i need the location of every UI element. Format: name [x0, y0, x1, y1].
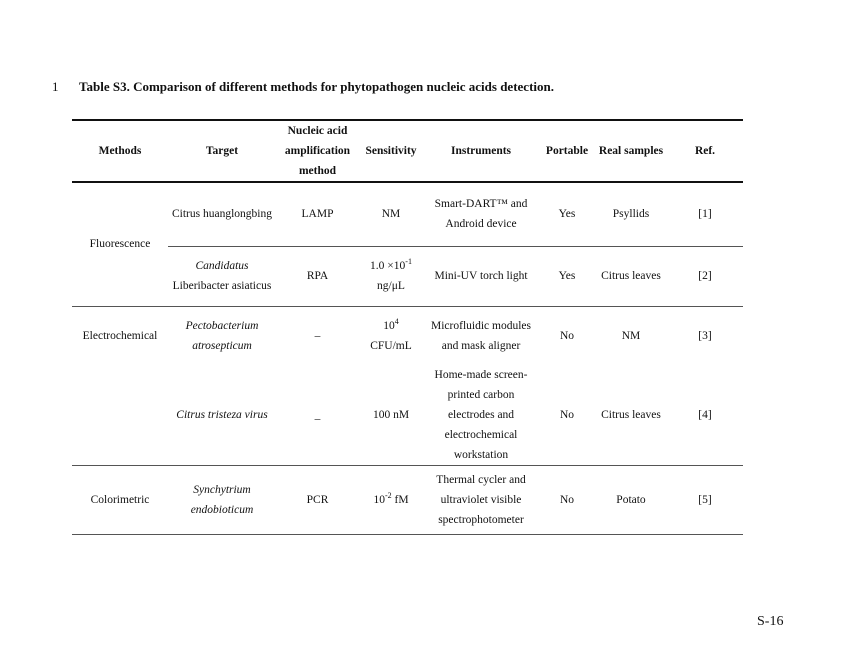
portable-cell: No: [559, 494, 575, 506]
method-cell: Fluorescence: [89, 238, 151, 251]
sensitivity-unit: fM: [391, 494, 409, 506]
table-row: [72, 306, 743, 365]
instruments-cell: Mini-UV torch light: [434, 270, 528, 282]
sensitivity-unit: CFU/mL: [370, 339, 412, 352]
sensitivity-exponent: 4: [394, 316, 399, 326]
samples-cell: Citrus leaves: [601, 409, 661, 421]
header-ref: Ref.: [694, 145, 716, 157]
target-cell: [168, 246, 276, 306]
method-cell: Colorimetric: [90, 494, 150, 506]
header-real-samples: Real samples: [598, 145, 664, 157]
line-number: 1: [52, 79, 59, 94]
ref-cell: [4]: [698, 409, 712, 421]
portable-cell: No: [559, 409, 575, 421]
sensitivity-exponent: -2: [384, 491, 392, 501]
header-instruments: Instruments: [450, 145, 512, 157]
sensitivity-unit: ng/μL: [377, 280, 405, 292]
header-portable: Portable: [545, 145, 589, 157]
instruments-cell: Microfluidic modules and mask aligner: [431, 319, 531, 352]
header-target: Target: [205, 145, 239, 157]
ref-cell: [2]: [698, 270, 712, 282]
target-cell: Synchytrium endobioticum: [190, 484, 254, 516]
sensitivity-cell: [359, 246, 423, 306]
amplification-cell: RPA: [306, 270, 329, 282]
table-row: [72, 182, 743, 246]
sensitivity-base: 1.0 ×10: [370, 260, 406, 272]
table-row: [72, 246, 743, 306]
ref-cell: [3]: [698, 329, 712, 342]
header-sensitivity: Sensitivity: [365, 145, 417, 157]
header-methods: Methods: [98, 145, 142, 157]
ref-cell: [5]: [698, 494, 712, 506]
instruments-cell: Home-made screen-printed carbon electrodes and electrochemical workstation: [434, 369, 528, 461]
instruments-cell: Thermal cycler and ultraviolet visible spectrophotometer: [436, 474, 526, 526]
table-row: [72, 466, 743, 535]
comparison-table: [72, 119, 743, 535]
samples-cell: NM: [621, 329, 641, 342]
target-cell: Citrus tristeza virus: [176, 409, 268, 421]
sensitivity-exponent: -1: [405, 257, 412, 267]
samples-cell: Citrus leaves: [601, 270, 661, 282]
amplification-cell: LAMP: [301, 208, 334, 221]
sensitivity-cell: NM: [381, 208, 401, 221]
portable-cell: No: [559, 329, 575, 342]
header-row: [72, 120, 743, 182]
header-amplification: Nucleic acid amplification method: [284, 125, 351, 177]
amplification-cell: –: [314, 329, 321, 342]
target-cell: Citrus huanglongbing: [172, 208, 272, 221]
target-italic: Candidatus: [195, 260, 249, 272]
sensitivity-cell: 100 nM: [372, 409, 410, 421]
ref-cell: [1]: [698, 208, 712, 221]
page-number: S-16: [757, 614, 784, 629]
portable-cell: Yes: [558, 270, 576, 282]
sensitivity-base: 10: [373, 494, 385, 506]
instruments-cell: Smart-DART™ and Android device: [434, 198, 528, 231]
sensitivity-base: 10: [383, 319, 395, 332]
table-row: [72, 365, 743, 466]
amplification-cell: PCR: [306, 494, 329, 506]
sensitivity-cell: [359, 306, 423, 365]
method-cell: Electrochemical: [82, 329, 158, 342]
sensitivity-cell: [359, 466, 423, 535]
target-plain: Liberibacter asiaticus: [172, 280, 272, 292]
samples-cell: Psyllids: [612, 208, 650, 221]
samples-cell: Potato: [616, 494, 646, 506]
portable-cell: Yes: [558, 208, 576, 221]
table-caption: Table S3. Comparison of different methods for phytopathogen nucleic acids detection.: [79, 79, 554, 94]
target-cell: Pectobacterium atrosepticum: [185, 319, 259, 352]
amplification-cell: _: [314, 409, 321, 421]
